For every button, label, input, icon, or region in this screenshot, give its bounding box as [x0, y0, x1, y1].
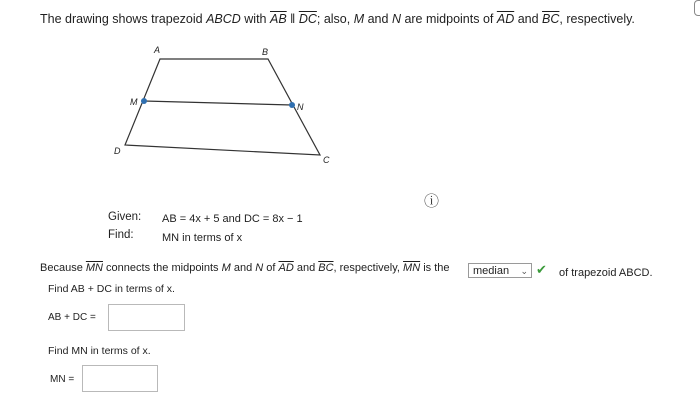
ab-plus-dc-input[interactable] — [108, 304, 185, 331]
check-icon: ✔ — [536, 262, 547, 277]
parallel-symbol: ǁ — [290, 12, 296, 26]
of-text: of — [263, 262, 279, 274]
point-m-text: M — [353, 12, 365, 26]
label-c: C — [323, 155, 330, 165]
given-label: Given: — [108, 211, 142, 223]
segment-bc: $\overline{BC}$ — [318, 262, 334, 274]
info-icon[interactable]: ⓘ — [424, 193, 440, 210]
find-label: Find: — [108, 229, 134, 241]
segment-mn-2: $\overline{MN}$ — [403, 262, 421, 274]
segment-ab: $\overline{AB}$ — [269, 12, 287, 26]
find-text: MN in terms of x — [162, 232, 243, 244]
label-m: M — [130, 97, 138, 107]
respectively-text: , respectively, — [333, 262, 404, 274]
mn-label: MN = — [50, 374, 75, 385]
connects-text: connects the midpoints — [102, 262, 222, 274]
intro-text-end: , respectively. — [559, 12, 635, 26]
point-n-text: N — [391, 12, 401, 26]
chevron-down-icon: ⌄ — [520, 266, 528, 276]
step1-prompt: Find AB + DC in terms of x. — [48, 283, 175, 295]
ab-dc-label: AB + DC = — [48, 312, 96, 323]
intro-text-mid2: are midpoints of — [400, 12, 497, 26]
because-text: Because — [40, 262, 86, 274]
intro-text-mid: ; also, — [316, 12, 354, 26]
midsegment-mn — [144, 101, 292, 105]
dropdown-value: median — [473, 265, 510, 277]
label-d: D — [114, 146, 121, 156]
segment-mn: $\overline{MN}$ — [85, 262, 103, 274]
step2-prompt: Find MN in terms of x. — [48, 345, 151, 357]
and-text2: and — [293, 262, 319, 274]
trapezoid-name: ABCD — [206, 12, 241, 26]
segment-ad: $\overline{AD}$ — [496, 12, 515, 26]
label-n: N — [297, 102, 304, 112]
intro-text: The drawing shows trapezoid — [40, 12, 207, 26]
segment-bc: $\overline{BC}$ — [542, 12, 560, 26]
is-the-text: is the — [420, 262, 450, 274]
and-text: and — [230, 262, 256, 274]
label-b: B — [262, 47, 269, 57]
intro-text-with: with — [240, 12, 270, 26]
point-n — [289, 102, 295, 108]
because-statement — [40, 262, 450, 274]
median-dropdown[interactable] — [468, 263, 532, 278]
intro-and: and — [364, 12, 392, 26]
of-trapezoid-text: of trapezoid ABCD. — [559, 267, 653, 279]
mn-input[interactable] — [82, 365, 158, 392]
intro-and2: and — [514, 12, 543, 26]
point-m-text: M — [221, 262, 231, 274]
point-m — [141, 98, 147, 104]
label-a: A — [154, 45, 161, 55]
segment-dc: $\overline{DC}$ — [298, 12, 317, 26]
point-n-text: N — [255, 262, 264, 274]
segment-ad: $\overline{AD}$ — [278, 262, 294, 274]
given-text: AB = 4x + 5 and DC = 8x − 1 — [162, 213, 303, 225]
